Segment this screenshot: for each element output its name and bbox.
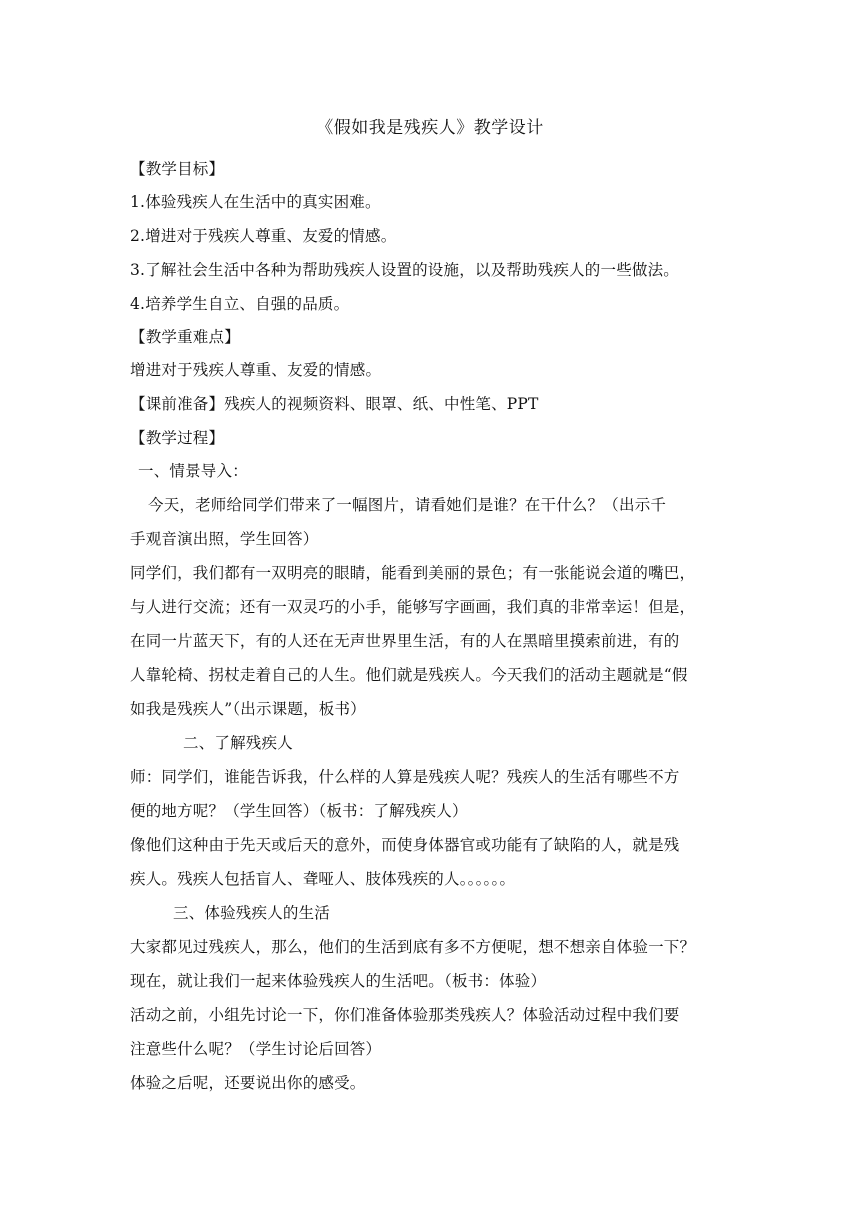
goal-4: 4.培养学生自立、自强的品质。 bbox=[130, 295, 350, 313]
paragraph-2-line-4: 人靠轮椅、拐杖走着自己的人生。他们就是残疾人。今天我们的活动主题就是“假 bbox=[130, 666, 688, 684]
goal-1: 1.体验残疾人在生活中的真实困难。 bbox=[130, 193, 381, 211]
goal-3: 3.了解社会生活中各种为帮助残疾人设置的设施，以及帮助残疾人的一些做法。 bbox=[130, 261, 679, 279]
preparation-text: 【课前准备】残疾人的视频资料、眼罩、纸、中性笔、PPT bbox=[130, 395, 539, 413]
section-1-heading: 一、情景导入： bbox=[138, 462, 248, 480]
paragraph-2-line-5: 如我是残疾人”（出示课题，板书） bbox=[130, 700, 366, 718]
section-2-heading: 二、了解残疾人 bbox=[183, 734, 293, 752]
paragraph-6-line-2: 注意些什么呢？（学生讨论后回答） bbox=[130, 1040, 382, 1058]
section-3-heading: 三、体验残疾人的生活 bbox=[173, 904, 331, 922]
heading-key-points: 【教学重难点】 bbox=[130, 328, 240, 346]
heading-process: 【教学过程】 bbox=[130, 429, 225, 447]
paragraph-2-line-3: 在同一片蓝天下，有的人还在无声世界里生活，有的人在黑暗里摸索前进，有的 bbox=[130, 632, 680, 650]
paragraph-2-line-2: 与人进行交流；还有一双灵巧的小手，能够写字画画，我们真的非常幸运！但是， bbox=[130, 598, 696, 616]
paragraph-4-line-2: 疾人。残疾人包括盲人、聋哑人、肢体残疾的人。。。。。。 bbox=[130, 870, 516, 888]
paragraph-3-line-2: 便的地方呢？（学生回答）（板书：了解残疾人） bbox=[130, 802, 468, 820]
paragraph-7-line-1: 体验之后呢，还要说出你的感受。 bbox=[130, 1074, 366, 1092]
heading-goals: 【教学目标】 bbox=[130, 160, 225, 178]
paragraph-1-line-1: 今天，老师给同学们带来了一幅图片，请看她们是谁？在干什么？（出示千 bbox=[148, 496, 667, 514]
paragraph-5-line-1: 大家都见过残疾人，那么，他们的生活到底有多不方便呢，想不想亲自体验一下？ bbox=[130, 938, 696, 956]
paragraph-2-line-1: 同学们，我们都有一双明亮的眼睛，能看到美丽的景色；有一张能说会道的嘴巴， bbox=[130, 564, 696, 582]
goal-2: 2.增进对于残疾人尊重、友爱的情感。 bbox=[130, 227, 397, 245]
paragraph-6-line-1: 活动之前，小组先讨论一下，你们准备体验那类残疾人？体验活动过程中我们要 bbox=[130, 1006, 680, 1024]
document-title: 《假如我是残疾人》教学设计 bbox=[316, 118, 544, 138]
paragraph-5-line-2: 现在，就让我们一起来体验残疾人的生活吧。（板书：体验） bbox=[130, 972, 547, 990]
key-points-text: 增进对于残疾人尊重、友爱的情感。 bbox=[130, 361, 382, 379]
paragraph-1-line-2: 手观音演出照，学生回答） bbox=[130, 530, 319, 548]
paragraph-4-line-1: 像他们这种由于先天或后天的意外，而使身体器官或功能有了缺陷的人，就是残 bbox=[130, 836, 680, 854]
paragraph-3-line-1: 师：同学们，谁能告诉我，什么样的人算是残疾人呢？残疾人的生活有哪些不方 bbox=[130, 768, 680, 786]
